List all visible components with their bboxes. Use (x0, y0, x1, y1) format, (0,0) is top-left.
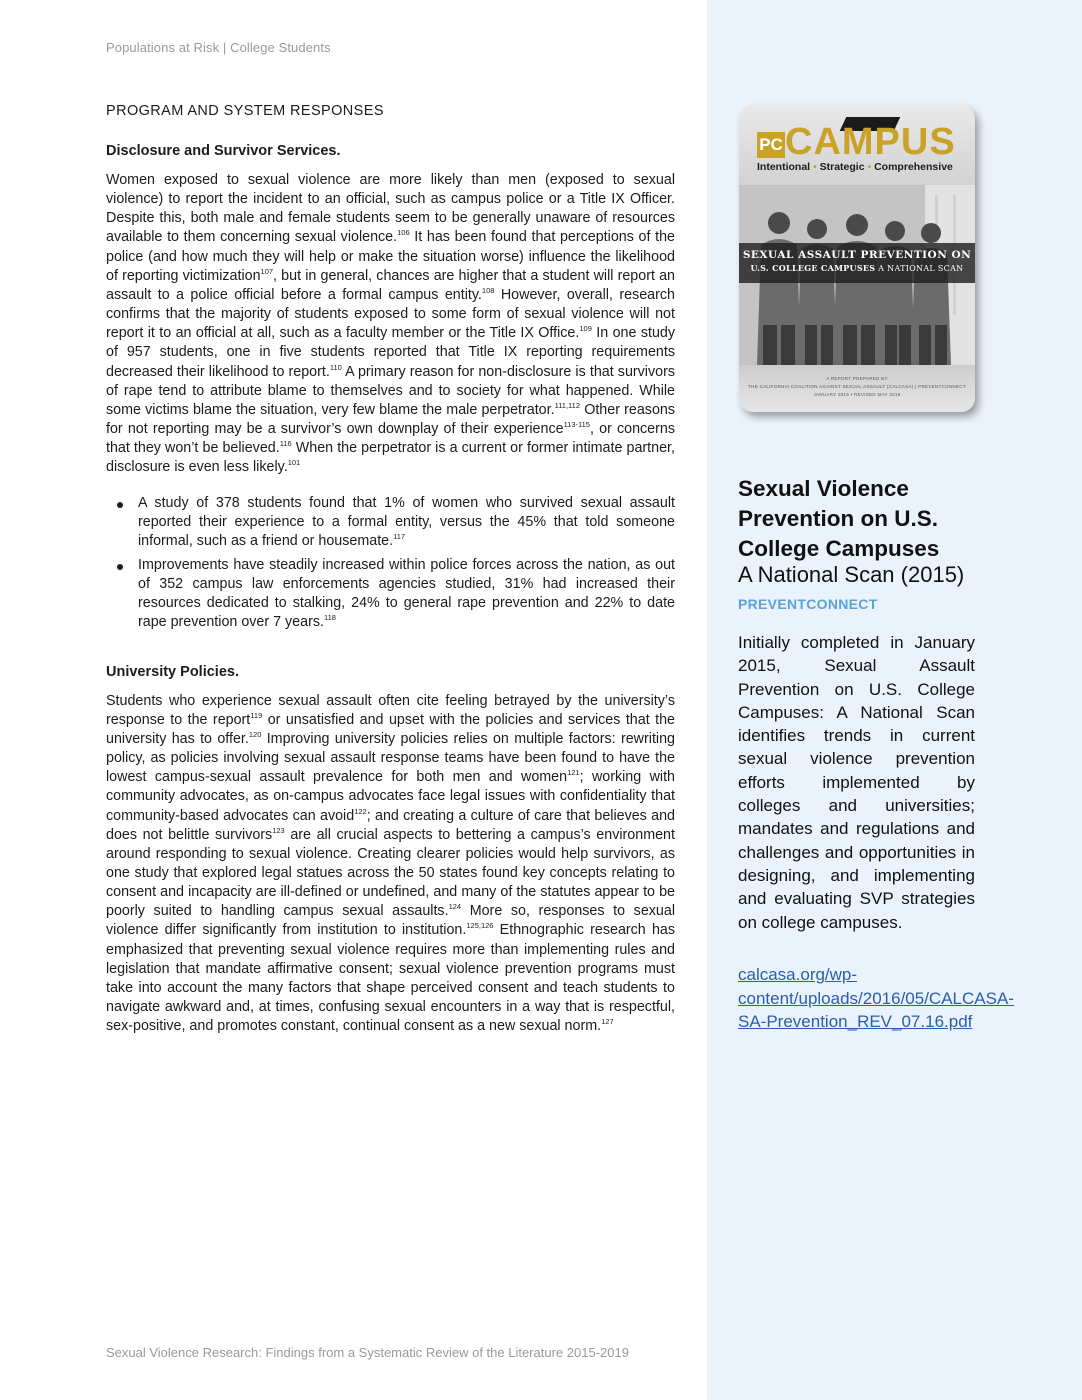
paragraph-text: Improving university policies relies on multiple factors: rewriting policy, as policies involving sexual assault response teams have been found to have the lowest campus-sexual assault prevalence for both men and women (106, 730, 675, 786)
bullet-dot-icon (117, 564, 123, 570)
university-heading: University Policies. (106, 663, 239, 680)
tagline-word: Strategic (819, 161, 865, 173)
paragraph-text: However, overall, research confirms that the majority of students exposed to some form of sexual violence will not report it to an official at all, such as a faculty member or the Title IX Office. (106, 286, 675, 342)
cover-authors: THE CALIFORNIA COALITION AGAINST SEXUAL ASSAULT (CALCASA) | PREVENTCONNECT (748, 384, 966, 389)
bullet-text: Improvements have steadily increased within police forces across the nation, as out of 352 campus law enforcements agencies studied, 31% had increased their resources dedicated to stalking, 24% to general rape prevention and 22% to date rape prevention over 7 years. (138, 556, 675, 631)
citation-ref: 111,112 (554, 401, 581, 411)
disclosure-paragraph (106, 171, 675, 478)
section-title: PROGRAM AND SYSTEM RESPONSES (106, 103, 384, 119)
citation-ref: 123 (272, 825, 285, 835)
tagline-word: Comprehensive (874, 161, 953, 173)
paragraph-text: Ethnographic research has emphasized that preventing sexual violence requires more than implementing rules and legislation that mandate affirmative consent; sexual violence prevention programs must take into account the many factors that shape perceived consent and teach students to navigate awkward and, at times, confusing sexual encounters in a way that is respectful, sex-positive, and promotes constant, continual consent as a new sexual norm. (106, 922, 676, 1035)
paragraph-text: are all crucial aspects to bettering a campus’s environment around responding to sexual violence. Creating clearer policies would help survivors, as one study that explored legal statues across the 50 states found key concepts relating to consent and incapacity are ill-defined or undefined, and many of the statutes appear to be poorly suited to handling campus sexual assaults. (106, 826, 675, 920)
citation-ref: 121 (567, 768, 580, 778)
tagline-separator: • (867, 161, 872, 173)
citation-ref: 124 (448, 902, 462, 912)
paragraph-text: or unsatisfied and upset with the policies and services that the university has to offer. (106, 711, 675, 747)
citation-ref: 106 (397, 228, 410, 238)
cover-title-band (739, 243, 975, 283)
bullet-dot-icon (117, 502, 123, 508)
pc-logo: PC (757, 132, 785, 158)
citation-ref: 122 (354, 806, 367, 816)
cover-band-line1: SEXUAL ASSAULT PREVENTION ON (742, 249, 972, 261)
paragraph-text: Other reasons for not reporting may be a survivor’s own downplay of their experience (106, 401, 675, 438)
citation-ref: 109 (579, 324, 592, 334)
citation-ref: 125,126 (466, 921, 494, 931)
cover-band-line2 (739, 263, 975, 273)
main-column (106, 103, 675, 1036)
sidebar-title: Sexual Violence Prevention on U.S. College Campuses (738, 476, 940, 561)
paragraph-text: When the perpetrator is a current or former intimate partner, disclosure is even less likely. (106, 440, 675, 476)
paragraph-text: ; and creating a culture of care that believes and does not belittle survivors (106, 807, 675, 843)
paragraph-text: In one study of 957 students, one in five students reported that Title IX reporting requirements decreased their likelihood to report. (106, 325, 676, 380)
sidebar-org: PREVENTCONNECT (738, 596, 878, 612)
tagline-separator: • (813, 161, 817, 173)
cover-band-bold: U.S. COLLEGE CAMPUSES (750, 263, 876, 273)
sidebar-description: Initially completed in January 2015, Sexual Assault Prevention on U.S. College Campuses: A National Scan identifies trends in current sexual violence prevention efforts implemented by colleges and universities; mandates and regulations and challenges and opportunities in designing, and implementing and evaluating SVP strategies on college campuses. (738, 633, 975, 932)
university-paragraph (106, 692, 675, 1037)
citation-ref: 101 (287, 458, 301, 468)
citation-ref: 118 (323, 613, 336, 623)
page-footer: Sexual Violence Research: Findings from a Systematic Review of the Literature 2015-2019 (106, 1345, 629, 1360)
citation-ref: 127 (601, 1017, 614, 1027)
cover-title: CAMPUS (785, 121, 956, 163)
citation-ref: 117 (393, 532, 406, 542)
cover-prepared-by: A REPORT PREPARED BY (826, 376, 888, 381)
disclosure-bullet-list (106, 494, 675, 633)
tagline-word: Intentional (757, 161, 811, 173)
paragraph-text: Women exposed to sexual violence are more likely than men (exposed to sexual violence) to report the incident to an official, such as campus police or a Title IX Officer. Despite this, both male and female students seem to be generally unaware of resources available to them concerning sexual violence. (106, 172, 675, 246)
citation-ref: 120 (248, 730, 262, 740)
citation-ref: 113-115 (563, 420, 590, 430)
disclosure-heading: Disclosure and Survivor Services. (106, 143, 341, 159)
bullet-item (106, 494, 675, 551)
bullet-text: A study of 378 students found that 1% of women who survived sexual assault reported their experience to a formal entity, versus the 45% that told someone informal, such as a friend or housemate. (138, 494, 675, 549)
paragraph-text: Students who experience sexual assault often cite feeling betrayed by the university’s response to the report (106, 692, 675, 728)
cover-band-rest: A NATIONAL SCAN (875, 264, 964, 273)
sidebar-subtitle: A National Scan (2015) (738, 562, 965, 587)
paragraph-text: , but in general, chances are higher that a student will report an assault to a police official before a formal campus entity. (106, 267, 676, 303)
paragraph-text: , or concerns that they won’t be believed. (106, 421, 675, 457)
report-cover-image (739, 105, 975, 412)
citation-ref: 116 (279, 439, 292, 449)
paragraph-text: A primary reason for non-disclosure is that survivors of rape tend to attribute blame to themselves and to society for what happened. While some victims blame the situation, very few blame the male perpetrator. (106, 363, 675, 418)
citation-ref: 110 (329, 362, 342, 372)
citation-ref: 119 (250, 710, 263, 720)
cover-tagline (757, 161, 953, 173)
running-head: Populations at Risk | College Students (106, 40, 331, 55)
paragraph-text: ; working with community advocates, as on-campus advocates face legal issues with confidentiality that community-based advocates can avoid (106, 769, 675, 824)
paragraph-text: More so, responses to sexual violence differ significantly from institution to institution. (106, 903, 675, 939)
citation-ref: 108 (481, 286, 495, 296)
bullet-item (106, 556, 675, 633)
citation-ref: 107 (260, 267, 274, 277)
paragraph-text: It has been found that perceptions of the police (and how much they will help or make the situation worse) influence the likelihood of reporting victimization (106, 229, 675, 284)
report-link[interactable]: calcasa.org/wp-content/uploads/2016/05/CALCASA-SA-Prevention_REV_07.16.pdf (738, 965, 1014, 1031)
cover-date: JANUARY 2015 • REVISED MAY 2016 (813, 392, 901, 397)
